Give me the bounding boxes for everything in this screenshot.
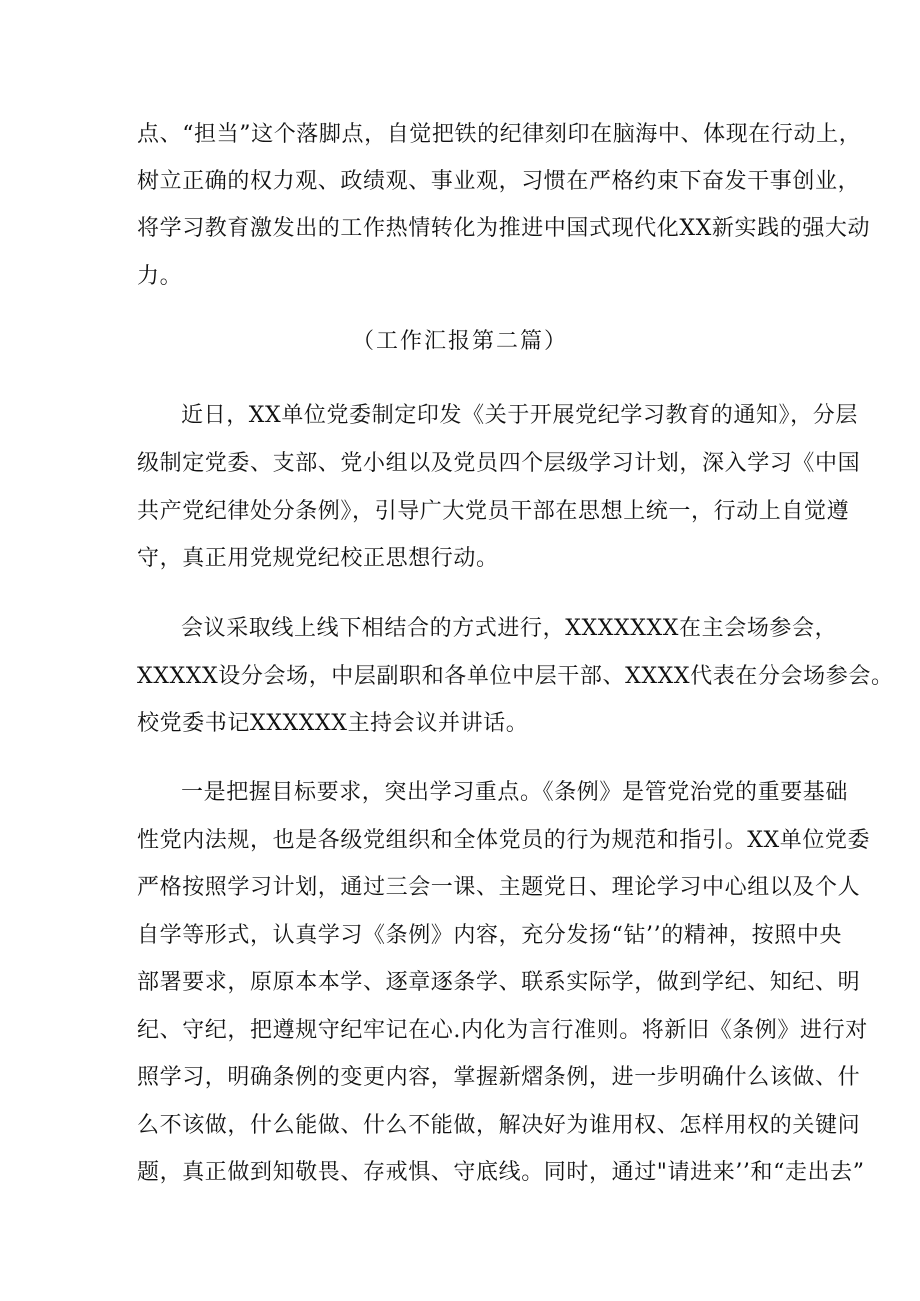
- text-line: 严格按照学习计划，通过三会一课、主题党日、理论学习中心组以及个人: [137, 875, 861, 900]
- text-line: 么不该做，什么能做、什么不能做，解决好为谁用权、怎样用权的关键问: [137, 1113, 861, 1138]
- text-line: 自学等形式，认真学习《条例》内容，充分发扬“钻’’的精神，按照中央: [137, 923, 843, 948]
- text-line: 近日，XX单位党委制定印发《关于开展党纪学习教育的通知》，分层: [181, 403, 858, 428]
- text-line: 点、“担当”这个落脚点，自觉把铁的纪律刻印在脑海中、体现在行动上，: [137, 122, 862, 147]
- text-line: XXXXX设分会场，中层副职和各单位中层干部、XXXX代表在分会场参会。: [137, 664, 894, 689]
- text-line: 题，真正做到知敬畏、存戒惧、守底线。同时，通过"请进来’’和“走出去”: [137, 1160, 865, 1185]
- text-line: 校党委书记XXXXXX主持会议并讲话。: [137, 711, 529, 736]
- text-line: 将学习教育激发出的工作热情转化为推进中国式现代化XX新实践的强大动: [137, 216, 871, 241]
- text-line: 守，真正用党规党纪校正思想行动。: [137, 546, 499, 571]
- text-line: 力。: [137, 264, 183, 289]
- text-line: 性党内法规，也是各级党组织和全体党员的行为规范和指引。XX单位党委: [137, 828, 871, 853]
- text-line: 会议采取线上线下相结合的方式进行，XXXXXXX在主会场参会，: [181, 616, 838, 641]
- text-line: 照学习，明确条例的变更内容，掌握新熠条例，进一步明确什么该做、什: [137, 1065, 861, 1090]
- text-line: 共产党纪律处分条例》，引导广大党员干部在思想上统一，行动上自觉遵: [137, 499, 850, 524]
- text-line: 纪、守纪，把遵规守纪牢记在心.内化为言行准则。将新旧《条例》进行对: [137, 1018, 868, 1043]
- text-line: 树立正确的权力观、政绩观、事业观，习惯在严格约束下奋发干事创业，: [137, 169, 861, 194]
- text-line: 部署要求，原原本本学、逐章逐条学、联系实际学，做到学纪、知纪、明: [137, 970, 861, 995]
- text-line: 一是把握目标要求，突出学习重点。《条例》是管党治党的重要基础: [181, 780, 849, 805]
- text-line: 级制定党委、支部、党小组以及党员四个层级学习计划，深入学习《中国: [137, 451, 861, 476]
- section-heading: （工作汇报第二篇）: [351, 329, 568, 354]
